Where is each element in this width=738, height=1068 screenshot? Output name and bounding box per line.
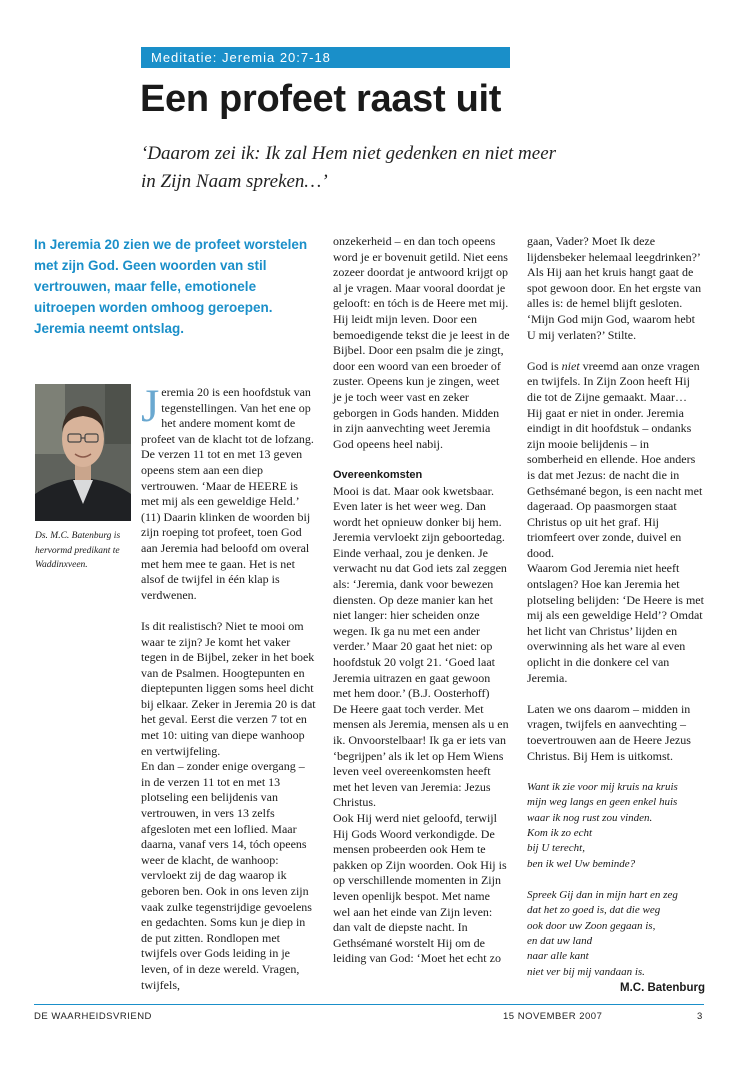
paragraph: onzekerheid – en dan toch opeens word je er bovenuit getild. Niet eens zozeer doordat je antwoord krijgt op al je vragen. Maar vooral doordat je gelooft: en tóch is de Heere met mij. Hij leidt mijn leven. Door een bemoedigende tekst die je leest in de Bijbel. Door een psalm die je zingt, door een woord van een broeder of zuster. Opeens kun je zingen, weet je je toch weer vast en zeker geborgen in Gods handen. Midden in zijn aanvechting weet Jeremia God opeens heel nabij. [333,234,510,451]
poem-line: Kom ik zo echt [527,827,593,839]
paragraph: gaan, Vader? Moet Ik deze lijdensbeker helemaal leegdrinken?’ [527,234,701,264]
footer-publication: DE WAARHEIDSVRIEND [34,1011,152,1022]
author-photo [35,384,131,521]
poem-line: waar ik nog rust zou vinden. [527,811,653,824]
text-column-3 [527,234,705,997]
poem-line: bij U terecht, [527,842,585,855]
paragraph: Waarom God Jeremia niet heeft ontslagen? Hoe kan Jeremia het plotseling belijden: ‘De Heere is met mij als een geweldige Held’? Omdat het licht van Christus’ lijden en overwinning als het ware al even oplicht in die donkere cel van Jeremia. [527,561,704,685]
poem-line: naar alle kant [527,950,589,963]
article-title: Een profeet raast uit [140,78,502,120]
section-subheading: Overeenkomsten [333,468,423,481]
poem-stanza-1 [527,780,705,872]
emphasis: niet [561,358,580,373]
footer-date: 15 NOVEMBER 2007 [503,1011,603,1022]
paragraph: De Heere gaat toch verder. Met mensen als Jeremia, mensen als u en ik. Onvoorstelbaar! Ik ga er iets van ‘begrijpen’ als ik let op Hem Wiens leven veel overeenkomsten heeft met het leven van Jeremia: Jezus Christus. [333,701,509,810]
author-portrait-image [35,384,131,521]
paragraph: En dan – zonder enige overgang – in de verzen 11 tot en met 13 plotseling een belijdenis van vertrouwen, in vers 13 zelfs afgesloten met een loflied. Maar daarna, vanaf vers 14, tóch opeens weer de klacht, de wanhoop: vervloekt zij de dag waarop ik geboren ben. Ook in ons leven zijn vaak zulke tegenstrijdige gevoelens en gedachten. Soms kun je diep in de put zitten. Rondlopen met twijfels over Gods leiding in je leven, of in deze wereld. Vragen, twijfels, [141,759,312,992]
poem-line: mijn weg langs en geen enkel huis [527,796,678,809]
paragraph: Ook Hij werd niet geloofd, terwijl Hij Gods Woord verkondigde. De mensen probeerden ook Hem te pakken op Zijn woorden. Ook Hij is op verschillende momenten in Zijn leven openlijk bespot. Met name wel aan het einde van Zijn leven: dan valt de diepste nacht. In Gethsémané worstelt Hij om de leiding van God: ‘Moet het echt zo [333,810,507,966]
paragraph: Mooi is dat. Maar ook kwetsbaar. Even later is het weer weg. Dan wordt het opnieuw donker bij hem. Jeremia vervloekt zijn geboortedag. Einde verhaal, zou je denken. Je verwacht nu dat God iets zal zeggen als: ‘Jeremia, dank voor bewezen diensten. Op deze manier kan het niet langer: hier scheiden onze wegen. Ik ga nu met een ander verder.’ Maar 20 gaat het niet: op hoofdstuk 20 volgt 21. ‘Goed laat Jeremia uitrazen en gaat gewoon met hem door.’ (B.J. Oosterhoff) [333,483,507,701]
photo-caption: Ds. M.C. Batenburg is hervormd predikant te Waddinxveen. [35,531,121,570]
poem-line: ook door uw Zoon gegaan is, [527,919,656,932]
paragraph [527,359,705,562]
poem-line: niet ver bij mij vandaan is. [527,965,645,978]
article-subtitle [141,140,581,196]
text-run: God is [527,358,562,373]
author-signature: M.C. Batenburg [620,982,705,995]
poem-line: en dat uw land [527,935,593,948]
subtitle-line-1: ‘Daarom zei ik: Ik zal Hem niet gedenken en niet meer [141,143,557,164]
text-column-1 [141,380,317,993]
page-number: 3 [697,1011,703,1022]
lead-paragraph: In Jeremia 20 zien we de profeet worstelen met zijn God. Geen woorden van stil vertrouwen, maar felle, emotionele uitroepen worden omhoog geroepen. Jeremia neemt ontslag. [34,237,308,336]
text-run: vreemd aan onze vragen en twijfels. In Zijn Zoon heeft Hij die tot de Zijne gemaakt. Maar… Hij gaat er niet in onder. Jeremia eindigt in dit hoofdstuk – ondanks zijn mooie belijdenis – in somberheid en ellende. Hoe anders is dat met Jezus: de nacht die in Gethsémané begon, is een nacht met dageraad. Op paasmorgen staat Christus op uit het graf. Hij triomfeert over zonde, duivel en dood. [527,358,703,560]
section-label: Meditatie: Jeremia 20:7-18 [141,47,510,68]
drop-cap: J [141,380,160,432]
poem-line: ben ik wel Uw beminde? [527,857,636,870]
paragraph: Is dit realistisch? Niet te mooi om waar te zijn? Je komt het vaker tegen in de Bijbel, zeker in het boek van de Psalmen. Hoogtepunten en dieptepunten liggen soms heel dicht bij elkaar. Zeker in Jeremia 20 is dat het geval. Eerst die verzen 7 tot en met 10: uiting van diepe wanhoop en vertwijfeling. [141,618,316,758]
poem-line: dat het zo goed is, dat die weg [527,904,661,917]
paragraph: Als Hij aan het kruis hangt gaat de spot gewoon door. En het ergste van alles is: de hemel blijft gesloten. ‘Mijn God mijn God, waarom hebt U mij verlaten?’ Stilte. [527,265,702,342]
poem-stanza-2 [527,888,705,980]
text-column-2 [333,234,510,967]
paragraph: eremia 20 is een hoofdstuk van tegenstellingen. Van het ene op het andere moment komt de profeet van de klacht tot de lofzang. De verzen 11 tot en met 13 geven opeens stem aan een diep vertrouwen. ‘Maar de HEERE is met mij als een geweldige Held.’ (11) Daarin klinken de woorden bij zijn roeping tot profeet, toen God aan Jeremia had beloofd om overal met hem mee te gaan. Het is net alsof de twijfel in één klap is verdwenen. [141,385,314,602]
footer-divider [34,1004,704,1005]
poem-line: Want ik zie voor mij kruis na kruis [527,780,678,793]
paragraph: Laten we ons daarom – midden in vragen, twijfels en aanvechting – toevertrouwen aan de Heere Jezus Christus. Bij Hem is uitkomst. [527,701,691,763]
poem-line: Spreek Gij dan in mijn hart en zeg [527,888,678,901]
subtitle-line-2: in Zijn Naam spreken…’ [141,171,328,192]
